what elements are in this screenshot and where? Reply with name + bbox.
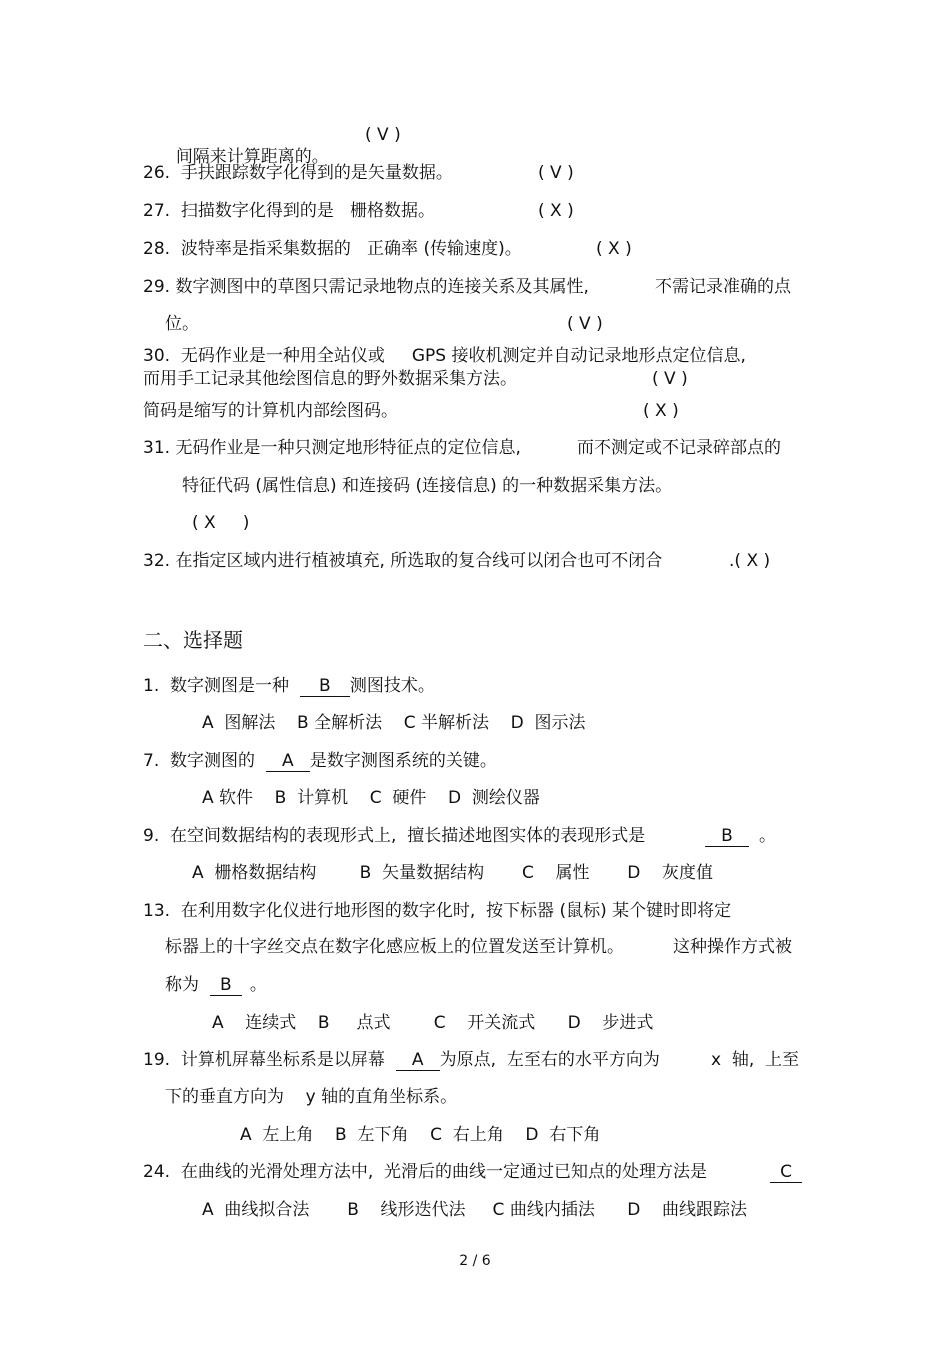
judgement-line-30-cont: 而用手工记录其他绘图信息的野外数据采集方法。 [143,369,517,389]
question-text: 。 [759,826,776,846]
statement-text: 间隔来计算距离的。 [175,147,329,167]
question-text: 是数字测图系统的关键。 [309,751,497,771]
page-number: 2 / 6 [459,1253,491,1269]
question-text: 7. 数字测图的 [143,751,266,771]
question-19 [143,1049,660,1071]
options-19: A 左上角 B 左下角 C 右上角 D 右下角 [240,1125,601,1145]
judgement-line-31: 31. 无码作业是一种只测定地形特征点的定位信息, [143,438,521,458]
judgement-line-29-end: 位。 [165,314,199,334]
judgement-line-29-cont: 不需记录准确的点 [655,277,791,297]
answer-blank: A [396,1050,440,1071]
answer-mark: ( V ) [567,314,603,334]
judgement-line-27: 27. 扫描数字化得到的是 栅格数据。 [143,201,436,221]
question-text: 测图技术。 [349,676,435,696]
answer-blank: A [266,751,310,772]
options-7: A 软件 B 计算机 C 硬件 D 测绘仪器 [202,788,540,808]
answer-mark: ( X ) [596,239,632,259]
judgement-line-29: 29. 数字测图中的草图只需记录地物点的连接关系及其属性, [143,277,589,297]
question-19-l2: 下的垂直方向为 y 轴的直角坐标系。 [165,1087,458,1107]
options-24: A 曲线拟合法 B 线形迭代法 C 曲线内插法 D 曲线跟踪法 [202,1200,747,1220]
answer-mark: ( V ) [365,125,401,145]
answer-blank: B [705,826,749,847]
answer-mark: ( V ) [652,369,688,389]
answer-mark: ( V ) [538,163,574,183]
options-13: A 连续式 B 点式 C 开关流式 D 步进式 [212,1013,654,1033]
question-13: 13. 在利用数字化仪进行地形图的数字化时, 按下标器 (鼠标) 某个键时即将定 [143,901,732,921]
judgement-line-28: 28. 波特率是指采集数据的 正确率 (传输速度)。 [143,239,522,259]
question-9-answer [705,825,776,847]
question-24-answer [770,1161,802,1183]
judgement-line-30: 30. 无码作业是一种用全站仪或 GPS 接收机测定并自动记录地形点定位信息, [143,346,746,366]
judgement-line-26: 26. 手扶跟踪数字化得到的是矢量数据。 [143,163,453,183]
question-text: 1. 数字测图是一种 [143,676,300,696]
answer-mark: .( X ) [729,551,771,571]
question-7 [143,750,497,772]
judgement-line-short-code: 简码是缩写的计算机内部绘图码。 [143,401,398,421]
question-13-l3 [165,974,267,996]
answer-mark: ( X ) [643,401,679,421]
answer-mark: ( X ) [192,513,250,533]
question-13-l2b: 这种操作方式被 [673,937,792,957]
options-9: A 栅格数据结构 B 矢量数据结构 C 属性 D 灰度值 [192,863,713,883]
question-1 [143,675,435,697]
answer-blank: B [300,676,350,697]
question-text: 为原点, 左至右的水平方向为 [439,1050,660,1070]
options-1: A 图解法 B 全解析法 C 半解析法 D 图示法 [202,713,586,733]
judgement-line-31-cont: 而不测定或不记录碎部点的 [577,438,781,458]
answer-blank: C [770,1162,802,1183]
answer-mark: ( X ) [538,201,574,221]
answer-blank: B [210,975,242,996]
judgement-line-31-l2: 特征代码 (属性信息) 和连接码 (连接信息) 的一种数据采集方法。 [182,476,673,496]
question-text: 19. 计算机屏幕坐标系是以屏幕 [143,1050,396,1070]
question-13-l2: 标器上的十字丝交点在数字化感应板上的位置发送至计算机。 [165,937,624,957]
question-19-cont: x 轴, 上至 [711,1050,800,1070]
question-text: 。 [249,975,267,995]
section-heading: 二、选择题 [143,628,243,652]
question-text: 称为 [165,975,210,995]
question-9: 9. 在空间数据结构的表现形式上, 擅长描述地图实体的表现形式是 [143,826,646,846]
judgement-line-32: 32. 在指定区域内进行植被填充, 所选取的复合线可以闭合也可不闭合 [143,551,663,571]
question-24: 24. 在曲线的光滑处理方法中, 光滑后的曲线一定通过已知点的处理方法是 [143,1162,708,1182]
